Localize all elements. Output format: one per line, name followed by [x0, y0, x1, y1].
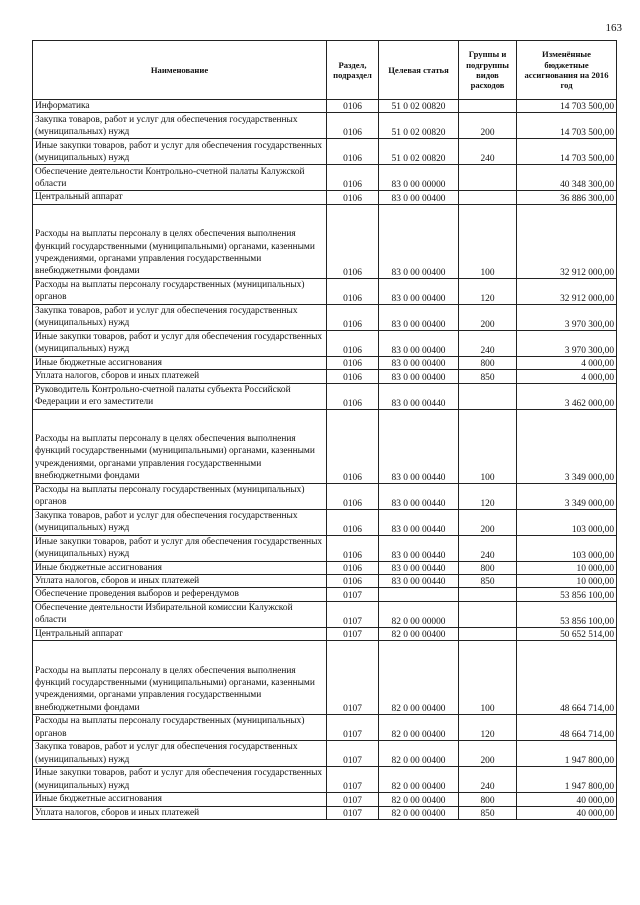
row-section: 0106: [327, 330, 379, 356]
row-name: Расходы на выплаты персоналу в целях обеспечения выполнения функций государственными (муниципальными) органами, казенными учреждениями, органами управления государственными внебюджетными фондами: [33, 409, 327, 483]
row-section: 0106: [327, 370, 379, 383]
row-section: 0106: [327, 204, 379, 278]
row-target: 82 0 00 00400: [379, 627, 459, 640]
table-body: [33, 100, 617, 820]
row-group: 200: [459, 741, 517, 767]
table-row: [33, 806, 617, 819]
table-row: [33, 278, 617, 304]
row-group: [459, 191, 517, 204]
table-row: [33, 575, 617, 588]
row-target: [379, 588, 459, 601]
row-section: 0107: [327, 601, 379, 627]
table-row: [33, 588, 617, 601]
row-group: 120: [459, 278, 517, 304]
row-target: 82 0 00 00400: [379, 741, 459, 767]
row-section: 0106: [327, 278, 379, 304]
row-name: Расходы на выплаты персоналу в целях обеспечения выполнения функций государственными (муниципальными) органами, казенными учреждениями, органами управления государственными внебюджетными фондами: [33, 641, 327, 715]
row-group: 100: [459, 409, 517, 483]
row-group: 100: [459, 641, 517, 715]
row-target: 82 0 00 00400: [379, 715, 459, 741]
row-section: 0107: [327, 627, 379, 640]
row-section: 0107: [327, 793, 379, 806]
row-name: Расходы на выплаты персоналу государственных (муниципальных) органов: [33, 483, 327, 509]
row-amount: 14 703 500,00: [517, 100, 617, 113]
row-group: 850: [459, 806, 517, 819]
header-amount: Изменённые бюджетные ассигнования на 2016 год: [517, 41, 617, 100]
row-target: 83 0 00 00400: [379, 356, 459, 369]
row-group: [459, 601, 517, 627]
row-amount: 3 462 000,00: [517, 383, 617, 409]
table-row: [33, 641, 617, 715]
row-section: 0106: [327, 100, 379, 113]
table-row: [33, 509, 617, 535]
row-amount: 48 664 714,00: [517, 715, 617, 741]
table-row: [33, 204, 617, 278]
row-name: Обеспечение деятельности Контрольно-счетной палаты Калужской области: [33, 165, 327, 191]
row-target: 83 0 00 00440: [379, 535, 459, 561]
row-group: [459, 588, 517, 601]
row-amount: 10 000,00: [517, 561, 617, 574]
row-amount: 53 856 100,00: [517, 601, 617, 627]
row-section: 0106: [327, 139, 379, 165]
table-row: [33, 356, 617, 369]
table-row: [33, 535, 617, 561]
row-amount: 4 000,00: [517, 370, 617, 383]
table-row: [33, 767, 617, 793]
row-target: 51 0 02 00820: [379, 113, 459, 139]
row-target: 82 0 00 00400: [379, 793, 459, 806]
row-name: Центральный аппарат: [33, 627, 327, 640]
row-section: 0106: [327, 191, 379, 204]
row-section: 0106: [327, 509, 379, 535]
row-target: 83 0 00 00400: [379, 204, 459, 278]
table-row: [33, 741, 617, 767]
row-name: Закупка товаров, работ и услуг для обеспечения государственных (муниципальных) нужд: [33, 304, 327, 330]
row-group: 120: [459, 483, 517, 509]
row-target: 51 0 02 00820: [379, 100, 459, 113]
row-name: Расходы на выплаты персоналу в целях обеспечения выполнения функций государственными (муниципальными) органами, казенными учреждениями, органами управления государственными внебюджетными фондами: [33, 204, 327, 278]
row-amount: 3 349 000,00: [517, 483, 617, 509]
table-row: [33, 370, 617, 383]
row-amount: 10 000,00: [517, 575, 617, 588]
row-name: Информатика: [33, 100, 327, 113]
row-section: 0107: [327, 741, 379, 767]
row-name: Уплата налогов, сборов и иных платежей: [33, 370, 327, 383]
row-group: 850: [459, 370, 517, 383]
table-row: [33, 601, 617, 627]
row-target: 82 0 00 00400: [379, 767, 459, 793]
row-name: Закупка товаров, работ и услуг для обеспечения государственных (муниципальных) нужд: [33, 113, 327, 139]
row-section: 0106: [327, 483, 379, 509]
row-amount: 4 000,00: [517, 356, 617, 369]
row-target: 83 0 00 00400: [379, 191, 459, 204]
row-amount: 103 000,00: [517, 509, 617, 535]
row-target: 51 0 02 00820: [379, 139, 459, 165]
row-name: Иные бюджетные ассигнования: [33, 793, 327, 806]
row-amount: 48 664 714,00: [517, 641, 617, 715]
row-group: 120: [459, 715, 517, 741]
row-target: 83 0 00 00000: [379, 165, 459, 191]
table-row: [33, 304, 617, 330]
page-number: 163: [605, 22, 622, 34]
row-section: 0106: [327, 383, 379, 409]
header-row: [33, 41, 617, 100]
row-group: [459, 383, 517, 409]
row-amount: 3 349 000,00: [517, 409, 617, 483]
row-amount: 53 856 100,00: [517, 588, 617, 601]
row-target: 83 0 00 00400: [379, 304, 459, 330]
row-name: Руководитель Контрольно-счетной палаты субъекта Российской Федерации и его заместители: [33, 383, 327, 409]
row-amount: 36 886 300,00: [517, 191, 617, 204]
row-target: 83 0 00 00400: [379, 278, 459, 304]
table-row: [33, 100, 617, 113]
row-name: Закупка товаров, работ и услуг для обеспечения государственных (муниципальных) нужд: [33, 741, 327, 767]
row-section: 0107: [327, 806, 379, 819]
row-name: Иные закупки товаров, работ и услуг для обеспечения государственных (муниципальных) нужд: [33, 330, 327, 356]
row-target: 83 0 00 00440: [379, 575, 459, 588]
row-group: 200: [459, 509, 517, 535]
row-amount: 32 912 000,00: [517, 204, 617, 278]
table-row: [33, 165, 617, 191]
row-name: Уплата налогов, сборов и иных платежей: [33, 806, 327, 819]
row-target: 82 0 00 00400: [379, 641, 459, 715]
row-group: [459, 627, 517, 640]
row-group: 200: [459, 304, 517, 330]
table-row: [33, 409, 617, 483]
row-section: 0106: [327, 535, 379, 561]
row-section: 0106: [327, 561, 379, 574]
row-group: 100: [459, 204, 517, 278]
row-target: 82 0 00 00000: [379, 601, 459, 627]
row-section: 0106: [327, 356, 379, 369]
row-amount: 1 947 800,00: [517, 767, 617, 793]
row-group: [459, 165, 517, 191]
row-group: 800: [459, 356, 517, 369]
row-section: 0107: [327, 641, 379, 715]
table-row: [33, 715, 617, 741]
row-name: Уплата налогов, сборов и иных платежей: [33, 575, 327, 588]
header-section: Раздел, подраздел: [327, 41, 379, 100]
row-group: 240: [459, 767, 517, 793]
row-section: 0106: [327, 575, 379, 588]
row-target: 82 0 00 00400: [379, 806, 459, 819]
row-group: 240: [459, 139, 517, 165]
row-name: Центральный аппарат: [33, 191, 327, 204]
row-target: 83 0 00 00400: [379, 370, 459, 383]
row-section: 0106: [327, 113, 379, 139]
table-row: [33, 139, 617, 165]
row-amount: 14 703 500,00: [517, 113, 617, 139]
row-group: 800: [459, 561, 517, 574]
budget-table: [32, 40, 617, 820]
table-row: [33, 113, 617, 139]
row-section: 0107: [327, 588, 379, 601]
row-amount: 50 652 514,00: [517, 627, 617, 640]
header-name: Наименование: [33, 41, 327, 100]
table-row: [33, 330, 617, 356]
row-name: Расходы на выплаты персоналу государственных (муниципальных) органов: [33, 715, 327, 741]
table-row: [33, 383, 617, 409]
row-amount: 14 703 500,00: [517, 139, 617, 165]
header-target: Целевая статья: [379, 41, 459, 100]
table-row: [33, 483, 617, 509]
row-group: [459, 100, 517, 113]
row-name: Обеспечение деятельности Избирательной комиссии Калужской области: [33, 601, 327, 627]
row-target: 83 0 00 00440: [379, 383, 459, 409]
row-name: Иные закупки товаров, работ и услуг для обеспечения государственных (муниципальных) нужд: [33, 139, 327, 165]
table-row: [33, 627, 617, 640]
row-section: 0107: [327, 767, 379, 793]
row-amount: 3 970 300,00: [517, 304, 617, 330]
row-group: 850: [459, 575, 517, 588]
row-amount: 32 912 000,00: [517, 278, 617, 304]
row-target: 83 0 00 00440: [379, 561, 459, 574]
row-name: Иные закупки товаров, работ и услуг для обеспечения государственных (муниципальных) нужд: [33, 767, 327, 793]
row-name: Закупка товаров, работ и услуг для обеспечения государственных (муниципальных) нужд: [33, 509, 327, 535]
row-amount: 40 000,00: [517, 793, 617, 806]
row-group: 240: [459, 535, 517, 561]
row-group: 200: [459, 113, 517, 139]
row-section: 0106: [327, 304, 379, 330]
row-amount: 40 348 300,00: [517, 165, 617, 191]
table-row: [33, 191, 617, 204]
row-target: 83 0 00 00440: [379, 409, 459, 483]
row-amount: 103 000,00: [517, 535, 617, 561]
row-group: 240: [459, 330, 517, 356]
row-target: 83 0 00 00400: [379, 330, 459, 356]
row-amount: 1 947 800,00: [517, 741, 617, 767]
row-name: Иные закупки товаров, работ и услуг для обеспечения государственных (муниципальных) нужд: [33, 535, 327, 561]
row-target: 83 0 00 00440: [379, 483, 459, 509]
row-name: Иные бюджетные ассигнования: [33, 561, 327, 574]
row-section: 0106: [327, 165, 379, 191]
row-name: Иные бюджетные ассигнования: [33, 356, 327, 369]
row-target: 83 0 00 00440: [379, 509, 459, 535]
row-group: 800: [459, 793, 517, 806]
row-section: 0106: [327, 409, 379, 483]
row-name: Расходы на выплаты персоналу государственных (муниципальных) органов: [33, 278, 327, 304]
table-row: [33, 793, 617, 806]
row-amount: 40 000,00: [517, 806, 617, 819]
row-name: Обеспечение проведения выборов и референдумов: [33, 588, 327, 601]
row-amount: 3 970 300,00: [517, 330, 617, 356]
row-section: 0107: [327, 715, 379, 741]
table-header: [33, 41, 617, 100]
header-group: Группы и подгруппы видов расходов: [459, 41, 517, 100]
table-row: [33, 561, 617, 574]
